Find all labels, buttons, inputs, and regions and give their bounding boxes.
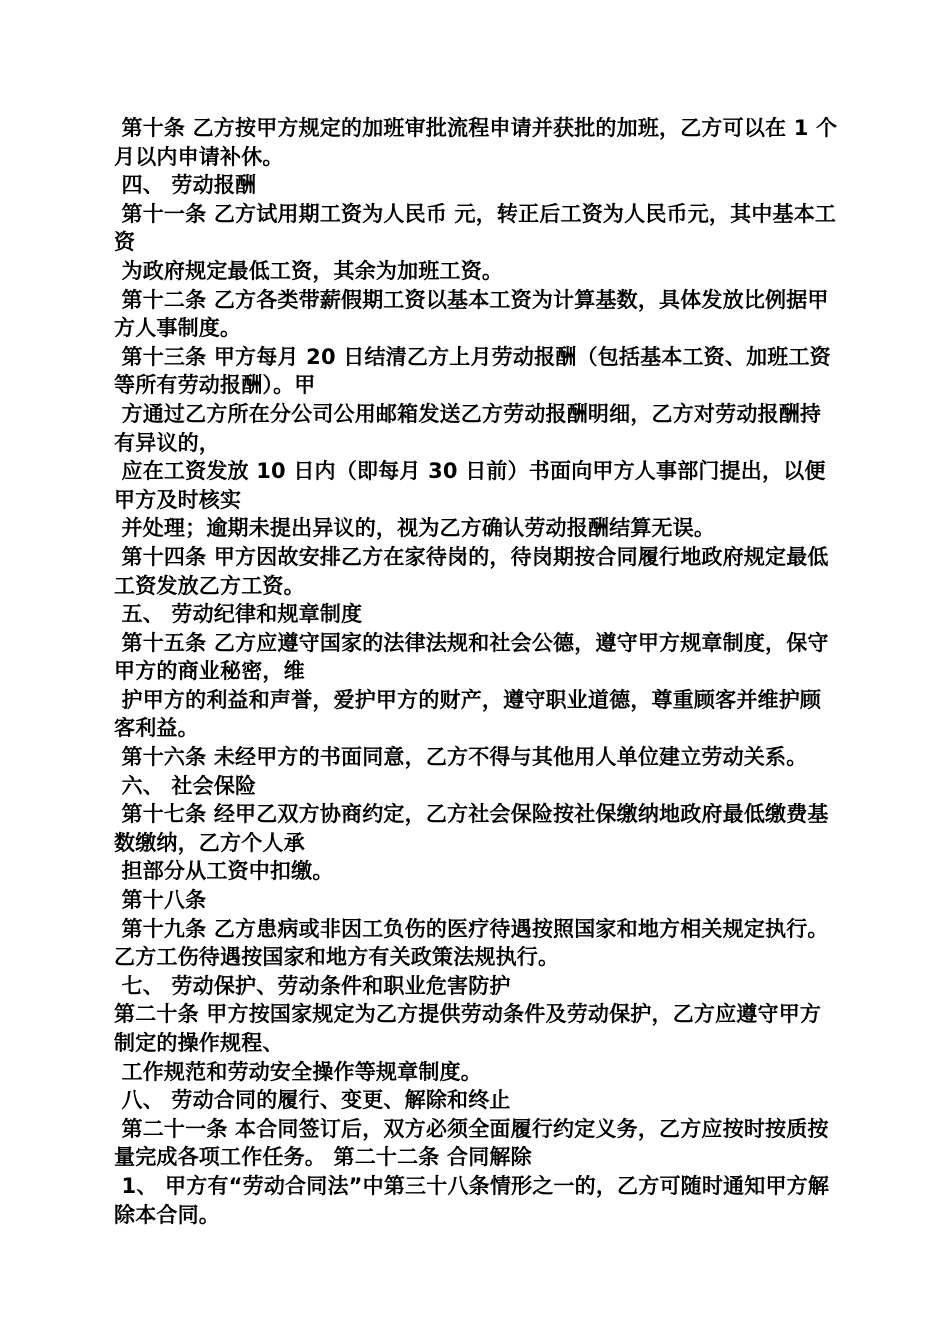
paragraph-article-11-cont: 为政府规定最低工资，其余为加班工资。 bbox=[114, 258, 504, 283]
paragraph-article-13-cont-3: 并处理；逾期未提出异议的，视为乙方确认劳动报酬结算无误。 bbox=[114, 516, 716, 541]
paragraph-article-11: 第十一条 乙方试用期工资为人民币 元，转正后工资为人民币元，其中基本工资 bbox=[114, 201, 837, 255]
paragraph-article-17: 第十七条 经甲乙双方协商约定，乙方社会保险按社保缴纳地政府最低缴费基数缴纳，乙方个人承 bbox=[114, 802, 829, 855]
paragraph-article-15-cont: 护甲方的利益和声誉，爱护甲方的财产，遵守职业道德，尊重顾客并维护顾客利益。 bbox=[114, 687, 822, 741]
paragraph-article-13-cont-1: 方通过乙方所在分公司公用邮箱发送乙方劳动报酬明细，乙方对劳动报酬持有异议的， bbox=[114, 401, 822, 455]
section-heading-discipline: 五、 劳动纪律和规章制度 bbox=[114, 602, 363, 627]
paragraph-article-20: 第二十条 甲方按国家规定为乙方提供劳动条件及劳动保护，乙方应遵守甲方制定的操作规程、 bbox=[114, 1002, 822, 1055]
paragraph-article-20-cont: 工作规范和劳动安全操作等规章制度。 bbox=[114, 1059, 482, 1084]
paragraph-article-21-22: 第二十一条 本合同签订后，双方必须全面履行约定义务，乙方应按时按质按量完成各项工作任务。 第二十二条 合同解除 bbox=[114, 1116, 829, 1170]
paragraph-article-13-cont-2: 应在工资发放 10 日内（即每月 30 日前）书面向甲方人事部门提出，以便甲方及时核实 bbox=[114, 459, 826, 512]
section-heading-labor-protection: 七、 劳动保护、劳动条件和职业危害防护 bbox=[114, 973, 511, 998]
paragraph-article-19: 第十九条 乙方患病或非因工负伤的医疗待遇按照国家和地方相关规定执行。 乙方工伤待遇按国家和地方有关政策法规执行。 bbox=[114, 916, 837, 970]
paragraph-article-17-cont: 担部分从工资中扣缴。 bbox=[114, 859, 334, 884]
paragraph-article-18: 第十八条 bbox=[114, 888, 207, 913]
paragraph-article-16: 第十六条 未经甲方的书面同意，乙方不得与其他用人单位建立劳动关系。 bbox=[114, 745, 808, 770]
paragraph-article-12: 第十二条 乙方各类带薪假期工资以基本工资为计算基数，具体发放比例据甲方人事制度。 bbox=[114, 287, 829, 341]
section-heading-contract-performance: 八、 劳动合同的履行、变更、解除和终止 bbox=[114, 1088, 511, 1113]
paragraph-article-14: 第十四条 甲方因故安排乙方在家待岗的，待岗期按合同履行地政府规定最低工资发放乙方工资。 bbox=[114, 544, 829, 598]
paragraph-article-10: 第十条 乙方按甲方规定的加班审批流程申请并获批的加班，乙方可以在 1 个月以内申请补休。 bbox=[114, 116, 838, 169]
section-heading-remuneration: 四、 劳动报酬 bbox=[114, 173, 257, 198]
paragraph-article-13: 第十三条 甲方每月 20 日结清乙方上月劳动报酬（包括基本工资、加班工资等所有劳动报酬）。甲 bbox=[114, 344, 831, 398]
contract-body bbox=[114, 114, 840, 1229]
paragraph-article-15: 第十五条 乙方应遵守国家的法律法规和社会公德，遵守甲方规章制度，保守甲方的商业秘密，维 bbox=[114, 630, 829, 684]
paragraph-clause-1: 1、 甲方有“劳动合同法”中第三十八条情形之一的，乙方可随时通知甲方解除本合同。 bbox=[114, 1173, 830, 1227]
section-heading-social-insurance: 六、 社会保险 bbox=[114, 773, 257, 798]
